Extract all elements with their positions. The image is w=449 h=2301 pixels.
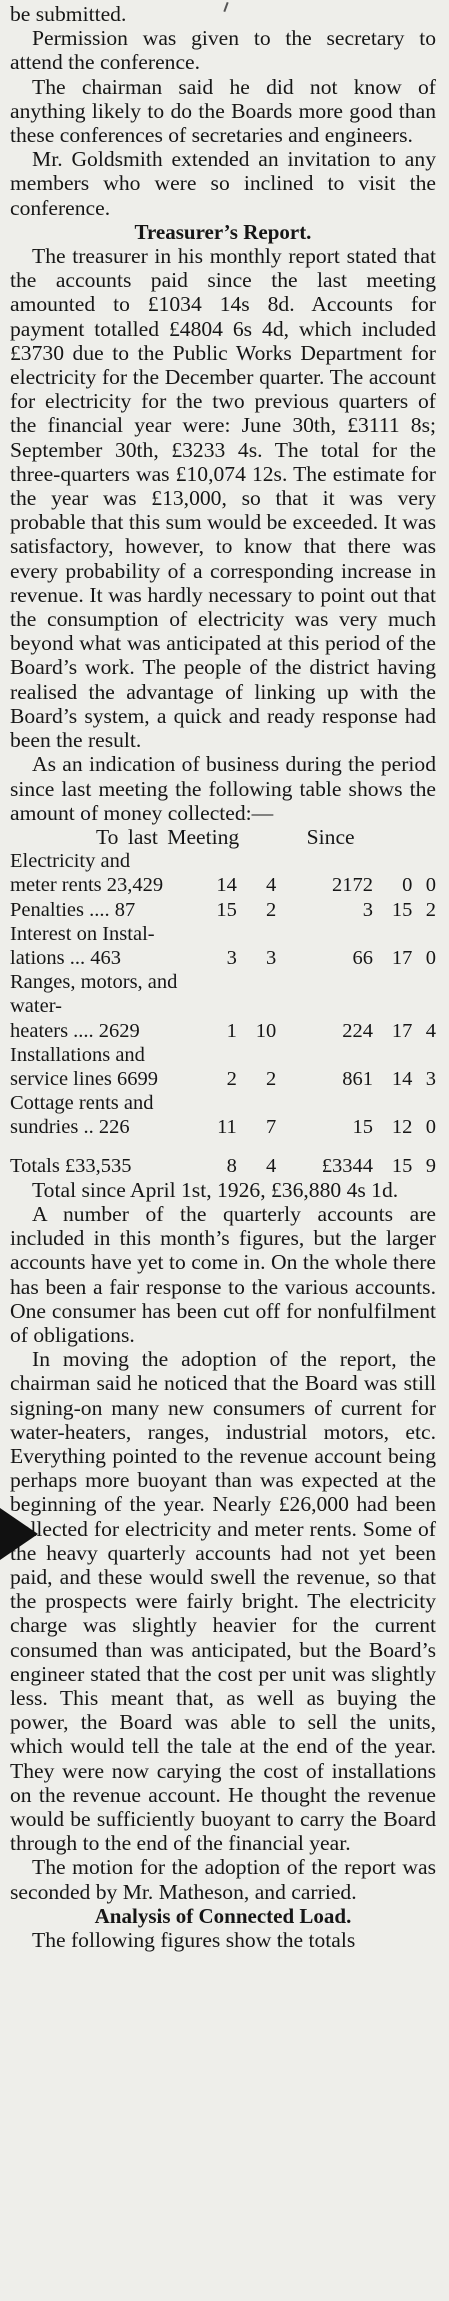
paragraph-following-figures: The following figures show the totals bbox=[32, 1928, 356, 1953]
paragraph-permission: Permission was given to the secretary to attend the conference. bbox=[10, 26, 436, 75]
row-label: Cottage rents and bbox=[10, 1092, 154, 1115]
since-pounds: 66 bbox=[352, 946, 374, 969]
row-label: sundries .. 226 bbox=[10, 1116, 130, 1139]
column-gap bbox=[276, 873, 286, 897]
since-pounds bbox=[286, 1091, 373, 1115]
since-shillings: 17 bbox=[391, 946, 413, 969]
to-last-shillings: 8 bbox=[226, 1154, 237, 1177]
table-row bbox=[10, 994, 436, 1018]
to-last-pence: 2 bbox=[265, 898, 277, 921]
row-label: Electricity and bbox=[10, 850, 131, 873]
ink-blot bbox=[0, 1508, 38, 1560]
table-row bbox=[10, 849, 436, 873]
row-label: Totals £33,535 bbox=[10, 1154, 132, 1177]
since-pence: 3 bbox=[425, 1067, 436, 1090]
since-pence: 4 bbox=[425, 1019, 436, 1042]
since-pounds bbox=[286, 1043, 373, 1067]
since-pence: 0 bbox=[425, 1116, 436, 1139]
since-pence: 2 bbox=[425, 898, 436, 921]
column-header-since: Since bbox=[306, 824, 355, 849]
column-gap bbox=[276, 1043, 286, 1067]
table-row bbox=[10, 1091, 436, 1115]
since-pounds: 861 bbox=[342, 1067, 374, 1090]
to-last-shillings: 3 bbox=[226, 946, 237, 969]
row-label: heaters .... 2629 bbox=[10, 1019, 140, 1042]
grand-total-line: Total since April 1st, 1926, £36,880 4s 1d. bbox=[32, 1177, 399, 1202]
to-last-pence: 4 bbox=[265, 1154, 277, 1177]
since-pounds bbox=[286, 922, 373, 946]
table-totals-row bbox=[10, 1140, 436, 1178]
column-gap bbox=[276, 994, 286, 1018]
table-row bbox=[10, 922, 436, 946]
to-last-pence: 3 bbox=[265, 946, 277, 969]
table-row bbox=[10, 1115, 436, 1139]
row-label: service lines 6699 bbox=[10, 1067, 159, 1090]
to-last-pence bbox=[237, 922, 276, 946]
to-last-shillings bbox=[197, 922, 236, 946]
column-header-to-last-meeting: To last Meeting bbox=[96, 824, 240, 849]
row-label: Interest on Instal- bbox=[10, 922, 155, 945]
to-last-shillings bbox=[197, 849, 236, 873]
since-pounds: 3 bbox=[362, 898, 374, 921]
to-last-shillings: 11 bbox=[217, 1116, 237, 1139]
to-last-pence bbox=[237, 1043, 276, 1067]
to-last-shillings: 15 bbox=[216, 898, 237, 921]
to-last-pence bbox=[237, 849, 276, 873]
row-label: Penalties .... 87 bbox=[10, 898, 136, 921]
row-label: Ranges, motors, and bbox=[10, 971, 178, 994]
to-last-pence: 4 bbox=[265, 874, 277, 897]
to-last-pence: 10 bbox=[255, 1019, 277, 1042]
to-last-pence bbox=[237, 1091, 276, 1115]
to-last-pence: 7 bbox=[265, 1116, 277, 1139]
since-shillings bbox=[373, 970, 412, 994]
since-shillings bbox=[373, 994, 412, 1018]
since-shillings: 12 bbox=[391, 1116, 413, 1139]
to-last-shillings bbox=[197, 970, 236, 994]
since-pence: 0 bbox=[425, 874, 436, 897]
table-row bbox=[10, 1019, 436, 1043]
to-last-shillings bbox=[197, 1091, 236, 1115]
column-gap bbox=[276, 922, 286, 946]
since-shillings bbox=[373, 1043, 412, 1067]
column-gap bbox=[276, 849, 286, 873]
paragraph-quarterly-accounts: A number of the quarterly accounts are included in this month’s figures, but the larger accounts have yet to come in. On the whole there has been a fair response to the various accounts. One consumer has been cut off for nonfulfilment of obligations. bbox=[10, 1201, 436, 1347]
column-gap bbox=[276, 1115, 286, 1139]
since-pence bbox=[412, 1043, 436, 1067]
since-shillings bbox=[373, 1091, 412, 1115]
money-collected-table bbox=[10, 849, 436, 1178]
since-pounds: 2172 bbox=[332, 874, 374, 897]
paragraph-motion-seconded: The motion for the adoption of the report was seconded by Mr. Matheson, and carried. bbox=[10, 1855, 436, 1904]
paragraph-goldsmith-invitation: Mr. Goldsmith extended an invitation to any members who were so inclined to visit the conference. bbox=[10, 147, 436, 220]
since-pence bbox=[412, 849, 436, 873]
since-pence bbox=[412, 970, 436, 994]
since-pence bbox=[412, 922, 436, 946]
column-gap bbox=[276, 946, 286, 970]
column-gap bbox=[276, 1091, 286, 1115]
since-shillings: 0 bbox=[402, 874, 413, 897]
since-pence: 9 bbox=[425, 1154, 436, 1177]
column-gap bbox=[276, 898, 286, 922]
since-shillings: 15 bbox=[391, 898, 413, 921]
since-pounds: £3344 bbox=[321, 1154, 374, 1177]
row-label: water- bbox=[10, 995, 62, 1018]
paragraph-business-indication: As an indication of business during the period since last meeting the following table shows the amount of money collected:— bbox=[10, 752, 436, 825]
paragraph-chairman-conferences: The chairman said he did not know of anything likely to do the Boards more good than these conferences of secretaries and engineers. bbox=[10, 74, 436, 148]
since-pence bbox=[412, 1091, 436, 1115]
column-gap bbox=[276, 1140, 286, 1178]
heading-treasurers-report: Treasurer’s Report. bbox=[134, 219, 312, 244]
since-pounds bbox=[286, 849, 373, 873]
column-gap bbox=[276, 970, 286, 994]
since-pounds bbox=[286, 994, 373, 1018]
since-shillings: 15 bbox=[391, 1154, 413, 1177]
since-shillings: 17 bbox=[391, 1019, 413, 1042]
since-shillings: 14 bbox=[391, 1067, 413, 1090]
table-row bbox=[10, 873, 436, 897]
table-row bbox=[10, 898, 436, 922]
column-gap bbox=[276, 1067, 286, 1091]
to-last-shillings: 2 bbox=[226, 1067, 237, 1090]
to-last-pence bbox=[237, 994, 276, 1018]
row-label: meter rents 23,429 bbox=[10, 874, 164, 897]
since-shillings bbox=[373, 849, 412, 873]
row-label: Installations and bbox=[10, 1043, 145, 1066]
table-row bbox=[10, 946, 436, 970]
table-row bbox=[10, 970, 436, 994]
since-shillings bbox=[373, 922, 412, 946]
table-row bbox=[10, 1067, 436, 1091]
since-pounds bbox=[286, 970, 373, 994]
row-label: lations ... 463 bbox=[10, 946, 122, 969]
to-last-pence: 2 bbox=[265, 1067, 277, 1090]
paragraph-moving-adoption: In moving the adoption of the report, the chairman said he noticed that the Board was still signing-on many new consumers of current for water-heaters, ranges, industrial motors, etc. Everything pointed to the revenue account being perhaps more buoyant than was expected at the beginning of the year. Nearly £26,000 had been collected for electricity and meter rents. Some of the heavy quarterly accounts had not yet been paid, and these would swell the revenue, so that the prospects were fairly bright. The electricity charge was slightly heavier for the current consumed than was anticipated, but the Board’s engineer stated that the cost per unit was slightly less. This meant that, as well as buying the power, the Board was able to sell the units, which would tell the tale at the end of the year. They were now carying the cost of installations on the revenue account. He thought the revenue would be sufficiently buoyant to carry the Board through to the end of the financial year. bbox=[10, 1347, 436, 1856]
since-pounds: 224 bbox=[342, 1019, 374, 1042]
paragraph-submitted: be submitted. bbox=[10, 2, 127, 26]
since-pence: 0 bbox=[425, 946, 436, 969]
to-last-pence bbox=[237, 970, 276, 994]
to-last-shillings: 1 bbox=[226, 1019, 237, 1042]
since-pounds: 15 bbox=[352, 1116, 374, 1139]
column-gap bbox=[276, 1019, 286, 1043]
to-last-shillings bbox=[197, 994, 236, 1018]
table-column-headers bbox=[10, 825, 436, 849]
since-pence bbox=[412, 994, 436, 1018]
to-last-shillings bbox=[197, 1043, 236, 1067]
paragraph-treasurer-report: The treasurer in his monthly report stated that the accounts paid since the last meeting amounted to £1034 14s 8d. Accounts for payment totalled £4804 6s 4d, which included £3730 due to the Public Works Department for electricity for the December quarter. The account for electricity for the two previous quarters of the financial year were: June 30th, £3111 8s; September 30th, £3233 4s. The total for the three-quarters was £10,074 12s. The estimate for the year was £13,000, so that it was very probable that this sum would be exceeded. It was satisfactory, however, to know that there was every probability of a corresponding increase in revenue. It was hardly necessary to point out that the consumption of electricity was very much beyond what was anticipated at this period of the Board’s work. The people of the district having realised the advantage of linking up with the Board’s system, a quick and ready response had been the result. bbox=[10, 244, 436, 753]
table-row bbox=[10, 1043, 436, 1067]
heading-analysis-connected-load: Analysis of Connected Load. bbox=[94, 1903, 352, 1928]
to-last-shillings: 14 bbox=[216, 874, 237, 897]
